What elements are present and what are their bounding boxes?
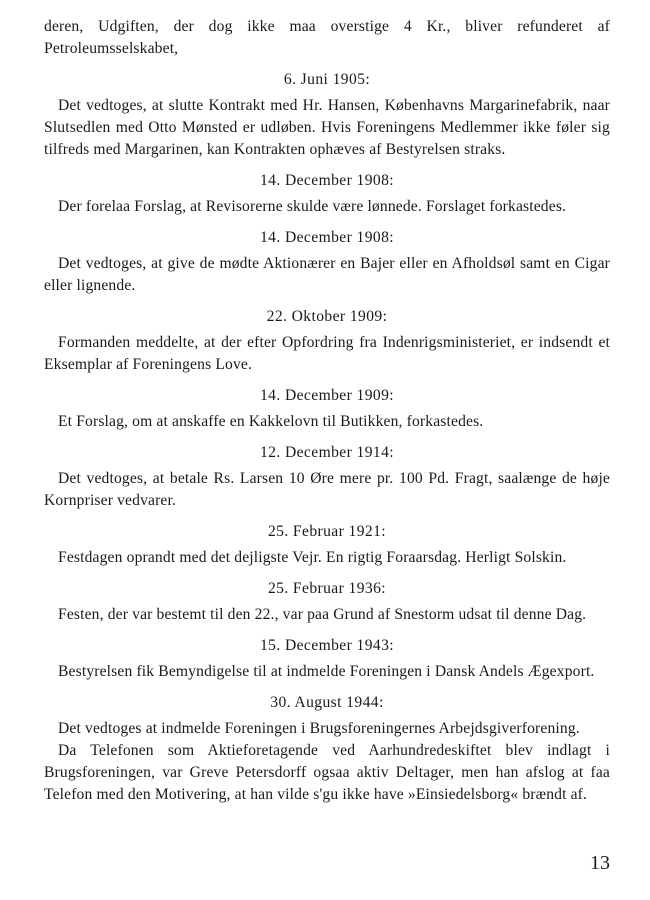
entry-text: Det vedtoges, at slutte Kontrakt med Hr. Hansen, Københavns Margarinefabrik, naar Slutsedlen med Otto Mønsted er udløben. Hvis Foreningens Medlemmer ikke føler sig tilfreds med Margarinen, kan Kontrakten ophæves af Bestyrelsen straks. xyxy=(44,97,610,158)
entry xyxy=(44,227,610,297)
entry-text: Der forelaa Forslag, at Revisorerne skulde være lønnede. Forslaget forkastedes. xyxy=(58,198,567,215)
entry xyxy=(44,635,610,683)
document-page xyxy=(44,16,610,806)
entry xyxy=(44,692,610,806)
entry-date: 25. Februar 1921: xyxy=(267,523,387,540)
entry xyxy=(44,521,610,569)
entry-date: 14. December 1908: xyxy=(259,229,395,246)
entry-text: Et Forslag, om at anskaffe en Kakkelovn til Butikken, forkastedes. xyxy=(58,413,484,430)
entry-text: Det vedtoges, at betale Rs. Larsen 10 Øre mere pr. 100 Pd. Fragt, saalænge de høje Kornpriser vedvarer. xyxy=(44,470,610,509)
entry-text: Festen, der var bestemt til den 22., var paa Grund af Snestorm udsat til denne Dag. xyxy=(58,606,587,623)
entry xyxy=(44,170,610,218)
entry xyxy=(44,578,610,626)
entry-date: 6. Juni 1905: xyxy=(283,71,371,88)
entry-date: 14. December 1908: xyxy=(259,172,395,189)
entry-date: 15. December 1943: xyxy=(259,637,395,654)
entry-text: Da Telefonen som Aktieforetagende ved Aarhundredeskiftet blev indlagt i Brugsforeningen, var Greve Petersdorff ogsaa aktiv Deltager, men han afslog at faa Telefon med den Motivering, at han vilde s'gu ikke have »Einsiedelsborg« brændt af. xyxy=(44,742,610,803)
intro-paragraph: deren, Udgiften, der dog ikke maa overstige 4 Kr., bliver refunderet af Petroleumsselskabet, xyxy=(44,18,610,57)
entry-date: 25. Februar 1936: xyxy=(267,580,387,597)
entry xyxy=(44,385,610,433)
entry-text: Formanden meddelte, at der efter Opfordring fra Indenrigsministeriet, er indsendt et Eksemplar af Foreningens Love. xyxy=(44,334,610,373)
entry-date: 30. August 1944: xyxy=(270,694,384,711)
entry xyxy=(44,442,610,512)
entry-date: 22. Oktober 1909: xyxy=(266,308,388,325)
entry-text: Bestyrelsen fik Bemyndigelse til at indmelde Foreningen i Dansk Andels Ægexport. xyxy=(58,663,595,680)
entry-date: 12. December 1914: xyxy=(259,444,395,461)
entry-text: Festdagen oprandt med det dejligste Vejr. En rigtig Foraarsdag. Herligt Solskin. xyxy=(58,549,567,566)
entry-text: Det vedtoges at indmelde Foreningen i Brugsforeningernes Arbejdsgiverforening. xyxy=(58,720,580,737)
entry-date: 14. December 1909: xyxy=(259,387,395,404)
entry-text: Det vedtoges, at give de mødte Aktionærer en Bajer eller en Afholdsøl samt en Cigar eller lignende. xyxy=(44,255,610,294)
entry xyxy=(44,306,610,376)
page-number: 13 xyxy=(590,852,610,874)
entry xyxy=(44,69,610,161)
